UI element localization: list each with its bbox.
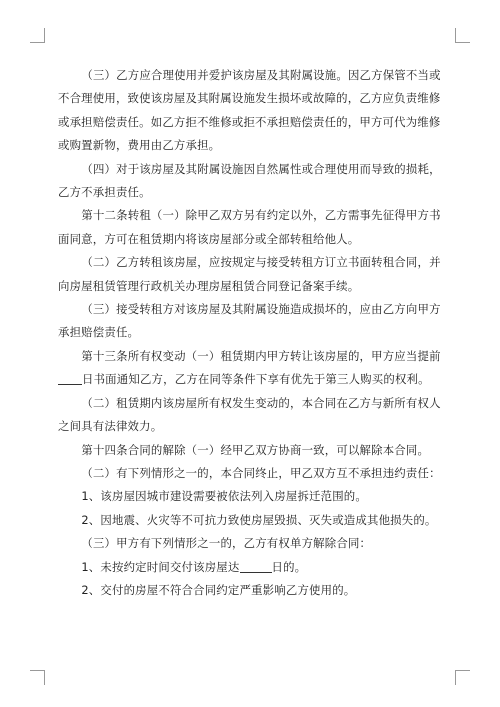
paragraph-maintenance-liability: （三）乙方应合理使用并爱护该房屋及其附属设施。因乙方保管不当或不合理使用，致使该房屋及其附属设施发生损坏或故障的，乙方应负责维修或承担赔偿责任。如乙方拒不维修或拒不承担赔偿责任的，甲方可代为维修或购置新物，费用由乙方承担。 (58, 68, 441, 153)
list-item-late-delivery (58, 556, 452, 579)
list-item-demolition: 1、该房屋因城市建设需要被依法列入房屋拆迁范围的。 (81, 489, 367, 504)
list-item-text-after-blank: 日的。 (271, 559, 307, 574)
crop-mark-bottom-left (30, 670, 45, 685)
paragraph-sublessee-damage: （三）接受转租方对该房屋及其附属设施造成损坏的，应由乙方向甲方承担赔偿责任。 (58, 302, 441, 340)
list-item-force-majeure: 2、因地震、火灾等不可抗力致使房屋毁损、灭失或造成其他损失的。 (81, 512, 437, 527)
paragraph-natural-wear: （四）对于该房屋及其附属设施因自然属性或合理使用而导致的损耗，乙方不承担责任。 (58, 161, 441, 200)
list-item-text-before-blank: 1、未按约定时间交付该房屋达 (81, 559, 240, 574)
notice-days-blank[interactable] (58, 371, 82, 385)
paragraph-contract-validity: （二）租赁期内该房屋所有权发生变动的，本合同在乙方与新所有权人之间具有法律效力。 (58, 395, 441, 434)
paragraph-article-13-ownership-change (58, 345, 452, 392)
paragraph-article-12-sublease: 第十二条转租（一）除甲乙双方另有约定以外，乙方需事先征得甲方书面同意，方可在租赁期内将该房屋部分或全部转租给他人。 (58, 208, 441, 246)
crop-mark-bottom-right (455, 670, 470, 685)
paragraph-text-before-blank: 第十三条所有权变动（一）租赁期内甲方转让该房屋的，甲方应当提前 (81, 348, 441, 363)
crop-mark-top-left (30, 28, 45, 43)
paragraph-termination-no-liability: （二）有下列情形之一的，本合同终止，甲乙双方互不承担违约责任： (81, 465, 441, 480)
paragraph-text-after-blank: 日书面通知乙方，乙方在同等条件下享有优先于第三人购买的权利。 (82, 372, 430, 387)
paragraph-sublease-contract: （二）乙方转租该房屋，应按规定与接受转租方订立书面转租合同，并向房屋租赁管理行政机关办理房屋租赁合同登记备案手续。 (58, 255, 441, 293)
late-days-blank[interactable] (240, 559, 272, 573)
list-item-nonconforming-house: 2、交付的房屋不符合合同约定严重影响乙方使用的。 (81, 582, 356, 597)
crop-mark-top-right (455, 28, 470, 43)
paragraph-article-14-termination: 第十四条合同的解除（一）经甲乙双方协商一致，可以解除本合同。 (81, 442, 430, 457)
document-body (58, 64, 452, 602)
paragraph-tenant-right-to-terminate: （三）甲方有下列情形之一的，乙方有权单方解除合同： (81, 536, 372, 551)
